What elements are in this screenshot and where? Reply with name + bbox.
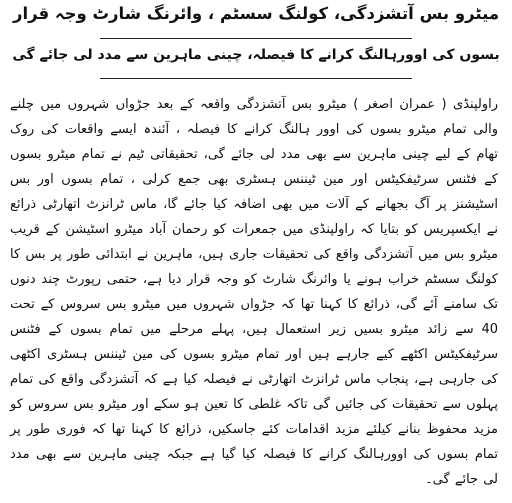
headline-divider-top <box>100 38 412 39</box>
headline-secondary: بسوں کی اوورہالنگ کرانے کا فیصلہ، چینی ماہرین سے مدد لی جائے گی <box>12 47 500 63</box>
article-body: راولپنڈی ( عمران اصغر ) میٹرو بس آتشزدگی واقعہ کے بعد جڑواں شہروں میں چلنے والی تمام میٹرو بسوں کی اوور ہالنگ کرانے کا فیصلہ ، آئندہ ایسے واقعات کی روک تھام کے لیے چینی ماہرین سے بھی مدد لی جائے گی، تحقیقاتی ٹیم نے تمام میٹرو بسوں کے فٹنس سرٹیفکیٹس اور مین ٹیننس ہسٹری بھی جمع کرلی ، تمام بسوں اور بس اسٹیشنز پر آگ بجھانے کے آلات میں بھی اضافہ کیا جائے گا، ماس ٹرانزٹ اتھارٹی ذرائع نے ایکسپریس کو بتایا کہ راولپنڈی میں جمعرات کو رحمان آباد میٹرو اسٹیشن کے قریب میٹرو بس میں آتشزدگی واقع کی تحقیقات جاری ہیں، ماہرین نے ابتدائی طور پر بس کا کولنگ سسٹم خراب ہونے یا وائرنگ شارٹ کو وجہ قرار دیا ہے، حتمی رپورٹ چند دنوں تک سامنے آئے گی، ذرائع کا کہنا تھا کہ جڑواں شہروں میں میٹرو بس سروس کے تحت 40 سے زائد میٹرو بسیں زیر استعمال ہیں، پہلے مرحلے میں تمام بسوں کے فٹنس سرٹیفکیٹس اکٹھے کیے جارہے ہیں اور تمام میٹرو بسوں کی مین ٹیننس ہسٹری اکٹھی کی جارہی ہے، پنجاب ماس ٹرانزٹ اتھارٹی نے فیصلہ کیا ہے کہ آتشزدگی واقع کی تمام پہلوں سے تحقیقات کی جائیں گی تاکہ غلطی کا تعین ہو سکے اور میٹرو بس سروس کو مزید محفوظ بنانے کیلئے مزید اقدامات کئے جاسکیں، ذرائع کا کہنا تھا کہ فوری طور پر تمام بسوں کی اوورہالنگ کرانے کا فیصلہ کیا گیا ہے جبکہ چینی ماہرین سے بھی مدد لی جائے گی۔ <box>10 97 498 487</box>
headline-primary: میٹرو بس آتشزدگی، کولنگ سسٹم ، وائرنگ شارٹ وجہ قرار <box>12 4 500 23</box>
headline-divider-bottom <box>100 78 412 79</box>
